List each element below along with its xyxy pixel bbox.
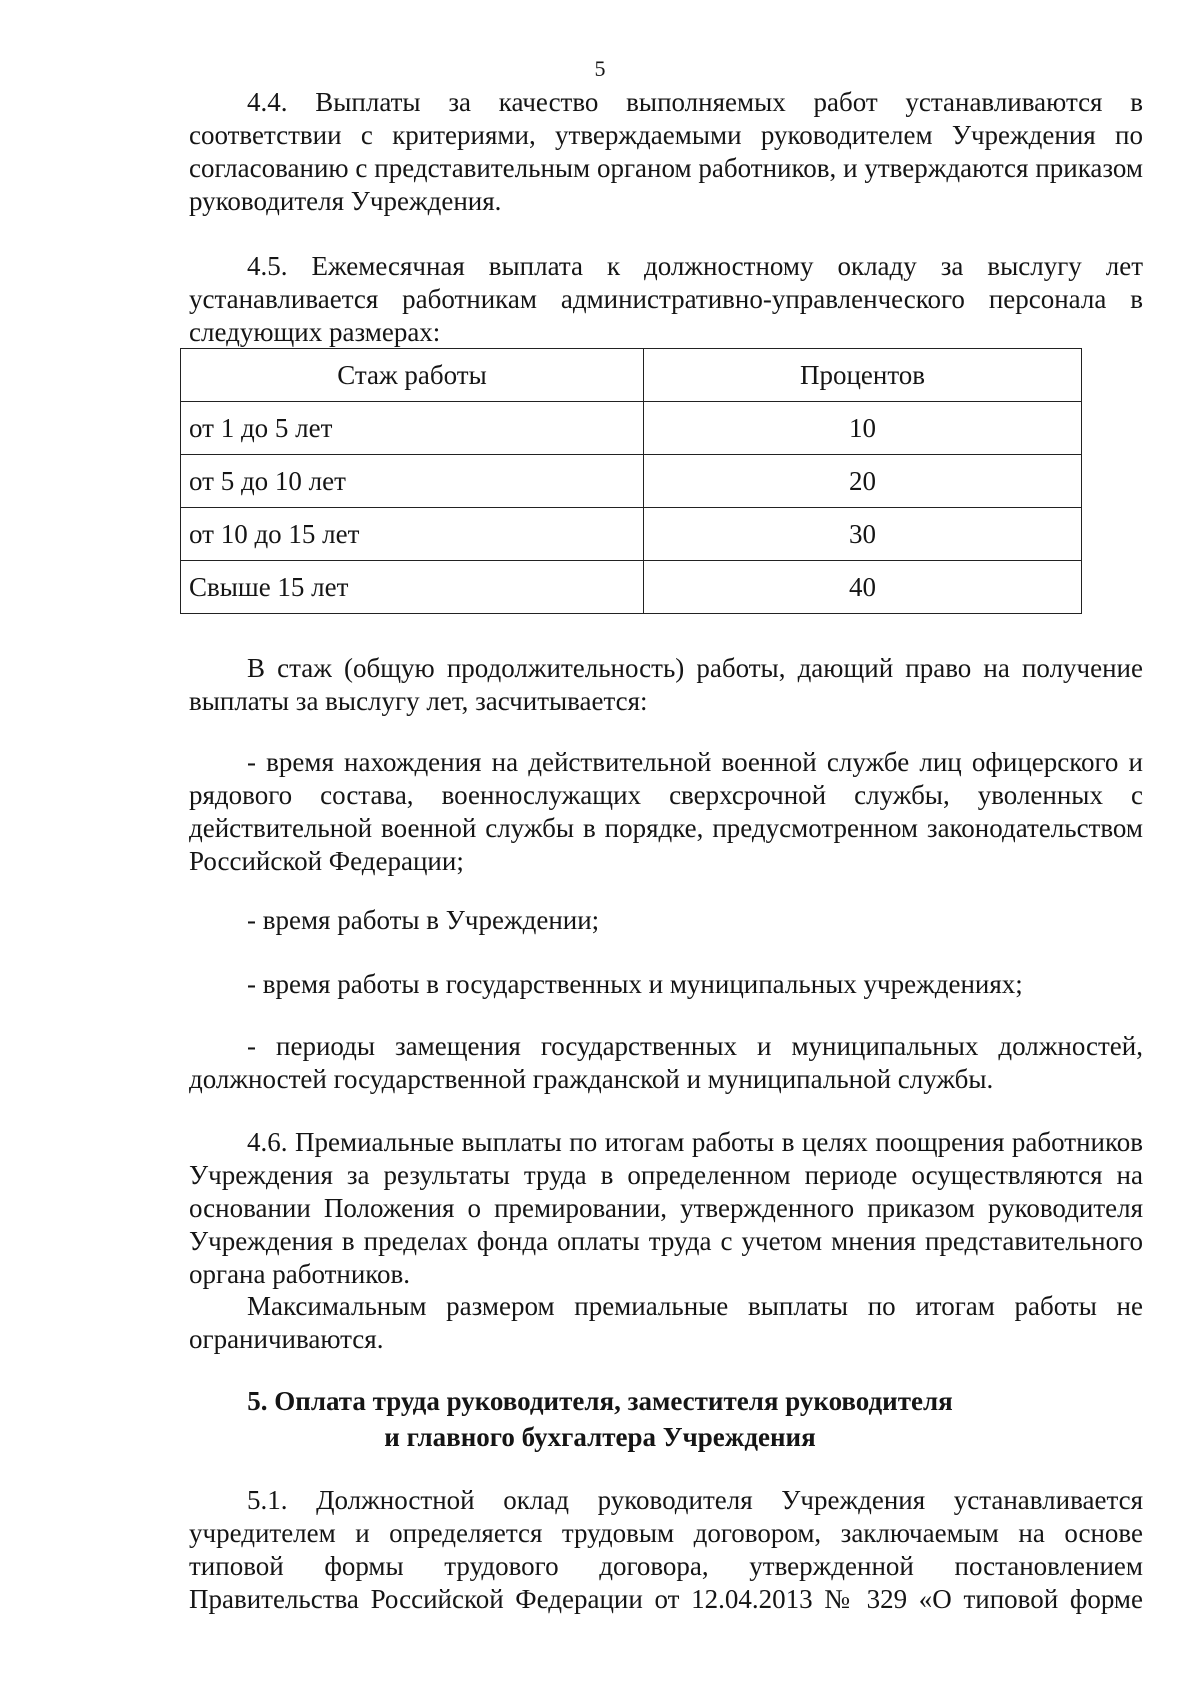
table-row — [181, 402, 1082, 455]
list-item-text: - периоды замещения государственных и муниципальных должностей, должностей государственной гражданской и муниципальной службы. — [189, 1031, 1143, 1094]
table-header-row — [181, 349, 1082, 402]
table-row — [181, 455, 1082, 508]
table-cell-period: от 1 до 5 лет — [181, 402, 644, 455]
paragraph-max-bonus — [189, 1290, 1143, 1356]
paragraph-4-6-text: 4.6. Премиальные выплаты по итогам работы в целях поощрения работников Учреждения за результаты труда в определенном периоде осуществляются на основании Положения о премировании, утвержденного приказом руководителя Учреждения в пределах фонда оплаты труда с учетом мнения представительного органа работников. — [189, 1127, 1143, 1289]
paragraph-4-4-text: 4.4. Выплаты за качество выполняемых работ устанавливаются в соответствии с критериями, утверждаемыми руководителем Учреждения по согласованию с представительным органом работников, и утверждаются приказом руководителя Учреждения. — [189, 87, 1143, 216]
list-item-text: - время нахождения на действительной военной службе лиц офицерского и рядового состава, военнослужащих сверхсрочной службы, уволенных с действительной военной службы в порядке, предусмотренном законодательством Российской Федерации; — [189, 747, 1143, 876]
list-item-text: - время работы в государственных и муниципальных учреждениях; — [247, 969, 1023, 999]
table-header-percent: Процентов — [644, 349, 1082, 402]
list-item — [189, 904, 1143, 937]
table-row — [181, 508, 1082, 561]
section-5-heading-line-1: 5. Оплата труда руководителя, заместителя руководителя — [247, 1386, 953, 1416]
section-5-heading-line-2: и главного бухгалтера Учреждения — [384, 1422, 816, 1452]
paragraph-5-1 — [189, 1484, 1143, 1616]
table-cell-percent: 40 — [644, 561, 1082, 614]
list-item-text: - время работы в Учреждении; — [247, 905, 600, 935]
table-row — [181, 561, 1082, 614]
paragraph-max-bonus-text: Максимальным размером премиальные выплаты по итогам работы не ограничиваются. — [189, 1291, 1143, 1354]
paragraph-4-5 — [189, 250, 1143, 349]
table-cell-period: Свыше 15 лет — [181, 561, 644, 614]
paragraph-4-5-text: 4.5. Ежемесячная выплата к должностному окладу за выслугу лет устанавливается работникам административно-управленческого персонала в следующих размерах: — [189, 251, 1143, 347]
table-cell-percent: 30 — [644, 508, 1082, 561]
paragraph-stazh-text: В стаж (общую продолжительность) работы, дающий право на получение выплаты за выслугу лет, засчитывается: — [189, 653, 1143, 716]
page-number: 5 — [594, 56, 606, 81]
paragraph-4-6 — [189, 1126, 1143, 1291]
list-item — [189, 968, 1143, 1001]
list-item — [189, 746, 1143, 878]
table-cell-period: от 10 до 15 лет — [181, 508, 644, 561]
table-cell-period: от 5 до 10 лет — [181, 455, 644, 508]
list-item — [189, 1030, 1143, 1096]
table-header-period: Стаж работы — [181, 349, 644, 402]
paragraph-5-1-text: 5.1. Должностной оклад руководителя Учреждения устанавливается учредителем и определяется трудовым договором, заключаемым на основе типовой формы трудового договора, утвержденной постановлением Правительства Российской Федерации от 12.04.2013 № 329 «О типовой форме — [189, 1485, 1143, 1614]
table-cell-percent: 20 — [644, 455, 1082, 508]
paragraph-4-4 — [189, 86, 1143, 218]
table-cell-percent: 10 — [644, 402, 1082, 455]
seniority-table — [180, 348, 1082, 614]
paragraph-stazh — [189, 652, 1143, 718]
